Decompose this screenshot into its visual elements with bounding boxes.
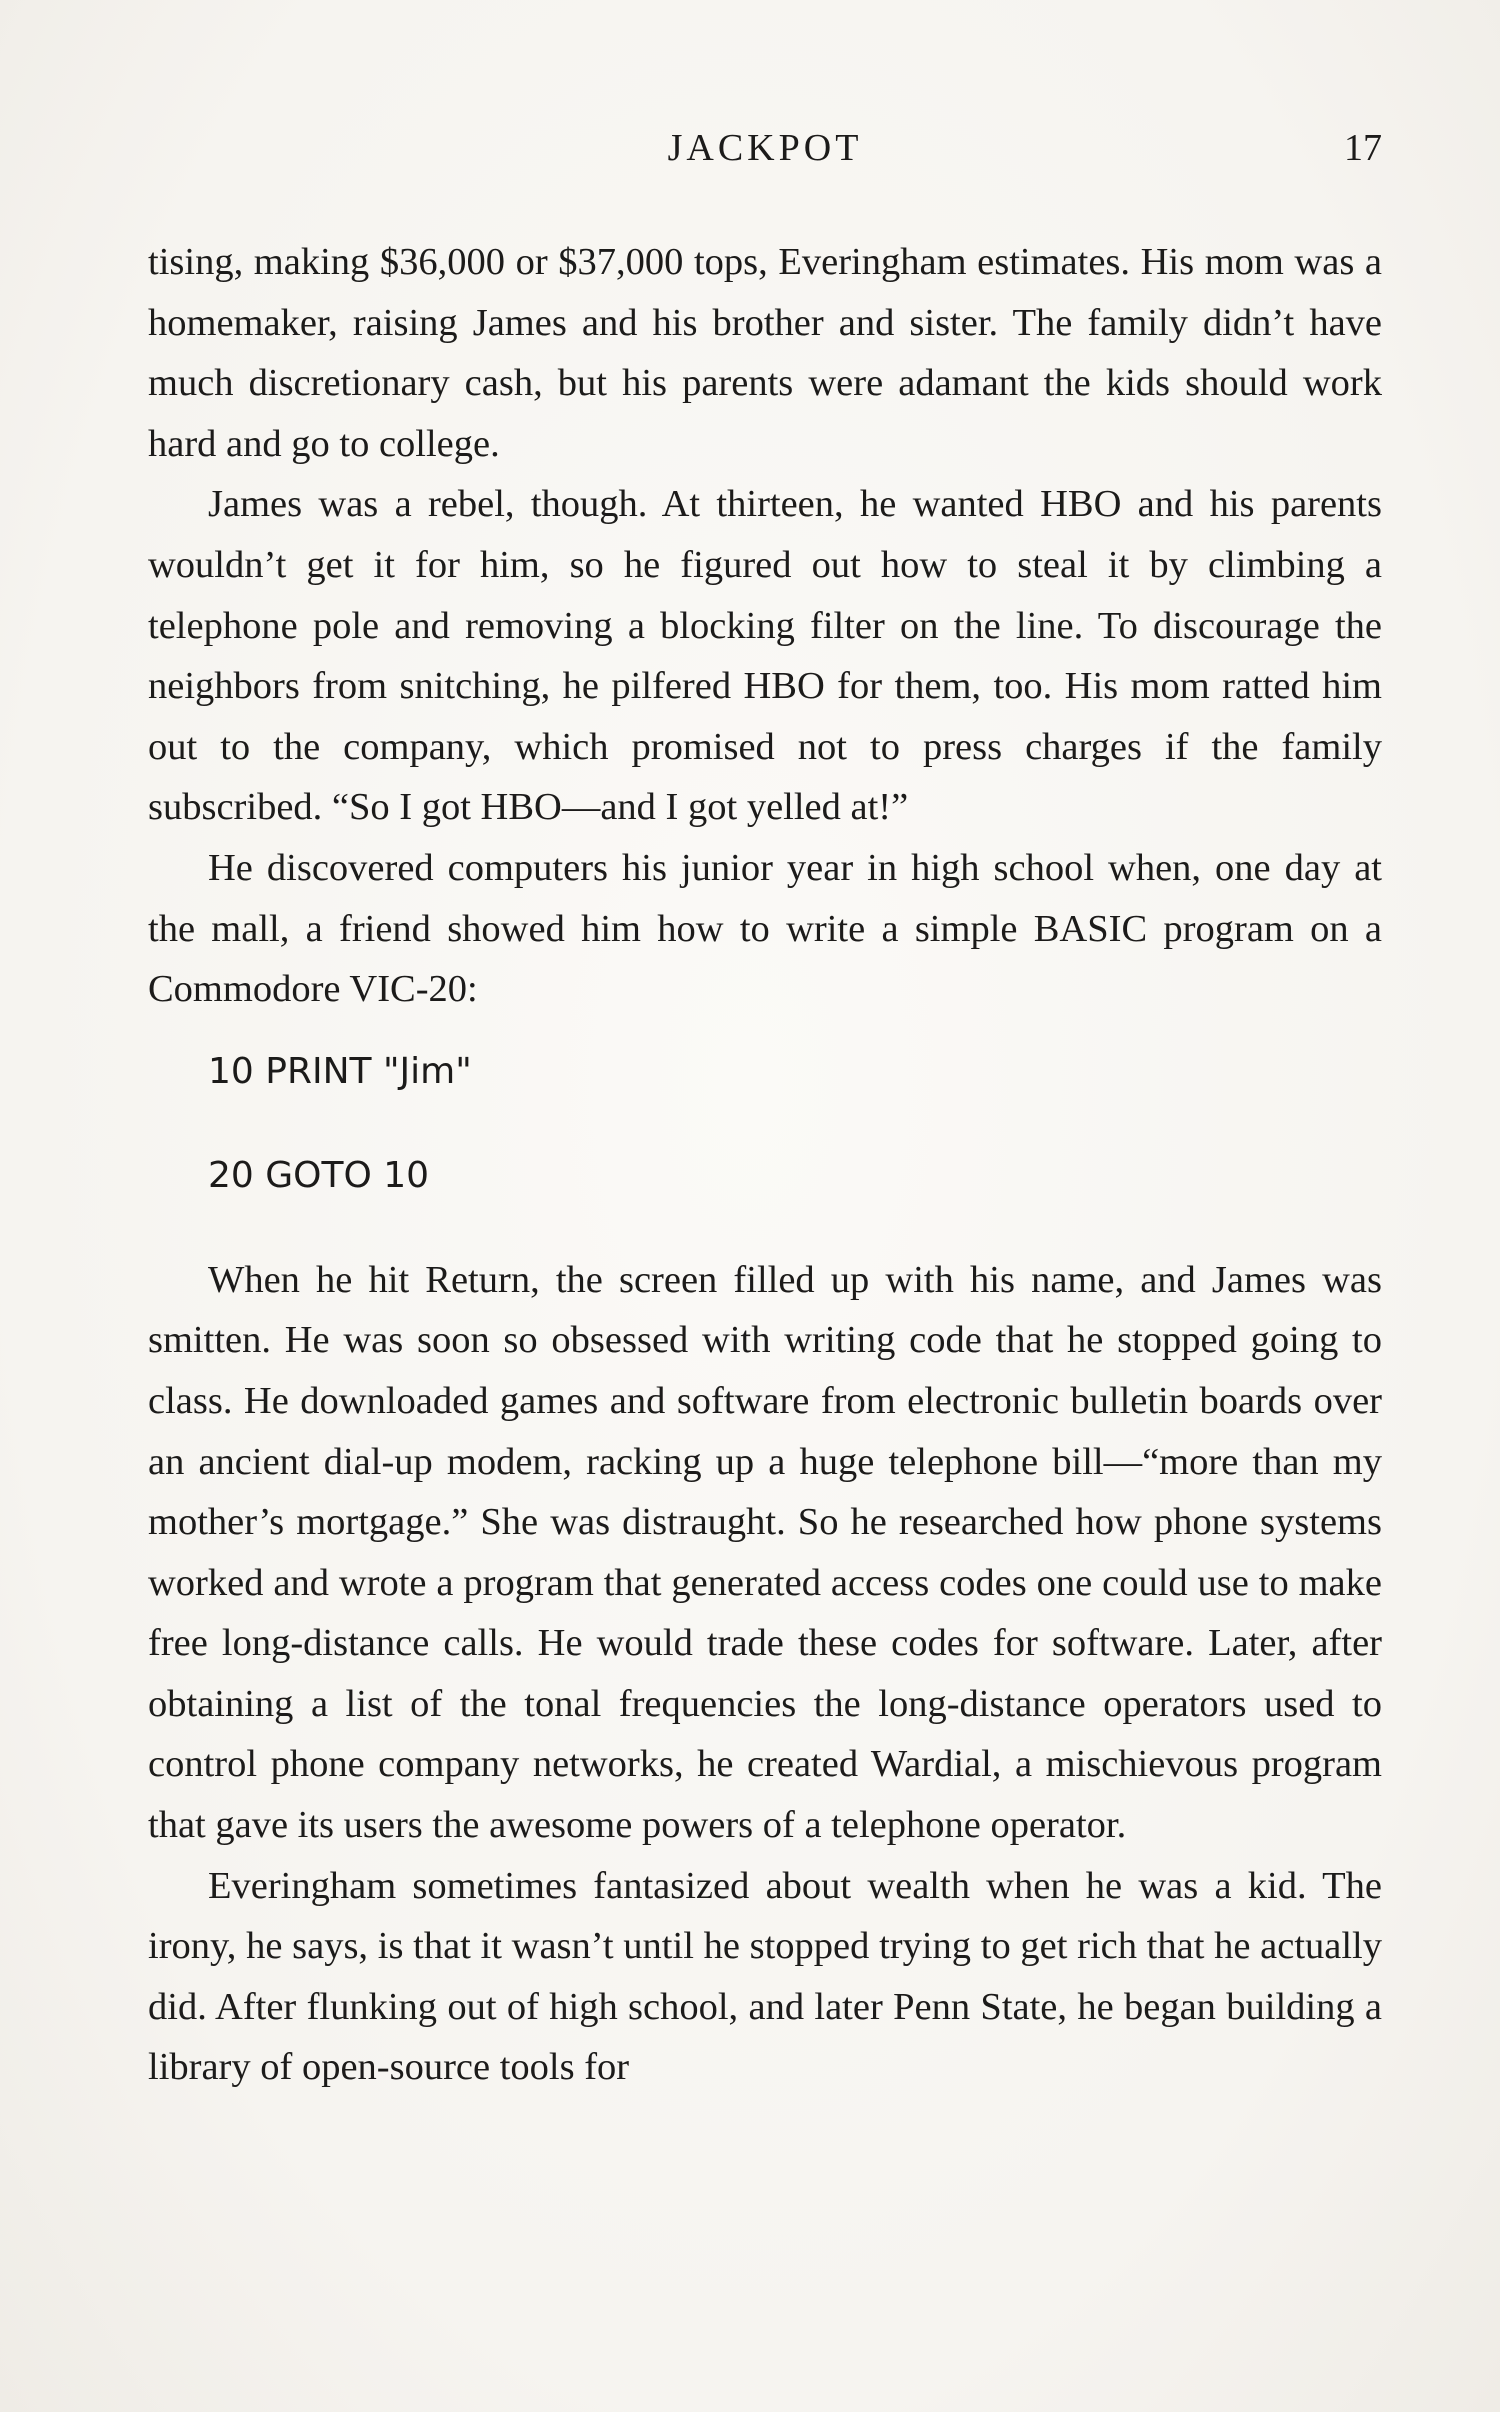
paragraph-wealth: Everingham sometimes fantasized about wealth when he was a kid. The irony, he says, is that it wasn’t until he stopped trying to get rich that he actually did. After flunking out of high school, and later Penn State, he began building a library of open-source tools for (148, 1864, 1382, 2089)
body-text (148, 232, 1382, 2098)
paragraph-continued: tising, making $36,000 or $37,000 tops, Everingham estimates. His mom was a homemaker, raising James and his brother and sister. The family didn’t have much discretionary cash, but his parents were adamant the kids should work hard and go to college. (148, 241, 1382, 465)
basic-code-block (208, 1042, 1382, 1206)
paragraph-computers: He discovered computers his junior year in high school when, one day at the mall, a friend showed him how to write a simple BASIC program on a Commodore VIC-20: (148, 846, 1382, 1011)
paragraph-smitten: When he hit Return, the screen filled up with his name, and James was smitten. He was soon so obsessed with writing code that he stopped going to class. He downloaded games and software from electronic bulletin boards over an ancient dial-up modem, racking up a huge telephone bill—“more than my mother’s mortgage.” She was distraught. So he researched how phone systems worked and wrote a program that generated access codes one could use to make free long-distance calls. He would trade these codes for software. Later, after obtaining a list of the tonal frequencies the long-distance operators used to control phone company networks, he created Wardial, a mischievous program that gave its users the awesome powers of a telephone operator. (148, 1258, 1382, 1847)
paragraph-hbo: James was a rebel, though. At thirteen, he wanted HBO and his parents wouldn’t get it for him, so he figured out how to steal it by climbing a telephone pole and removing a blocking filter on the line. To discourage the neighbors from snitching, he pilfered HBO for them, too. His mom ratted him out to the company, which promised not to press charges if the family subscribed. “So I got HBO—and I got yelled at!” (148, 483, 1382, 829)
code-line-1: 10 PRINT "Jim" (208, 1050, 472, 1092)
running-title: JACKPOT (667, 127, 863, 169)
code-line-2: 20 GOTO 10 (208, 1154, 430, 1196)
page-header (148, 118, 1382, 178)
page-number: 17 (1344, 127, 1382, 169)
